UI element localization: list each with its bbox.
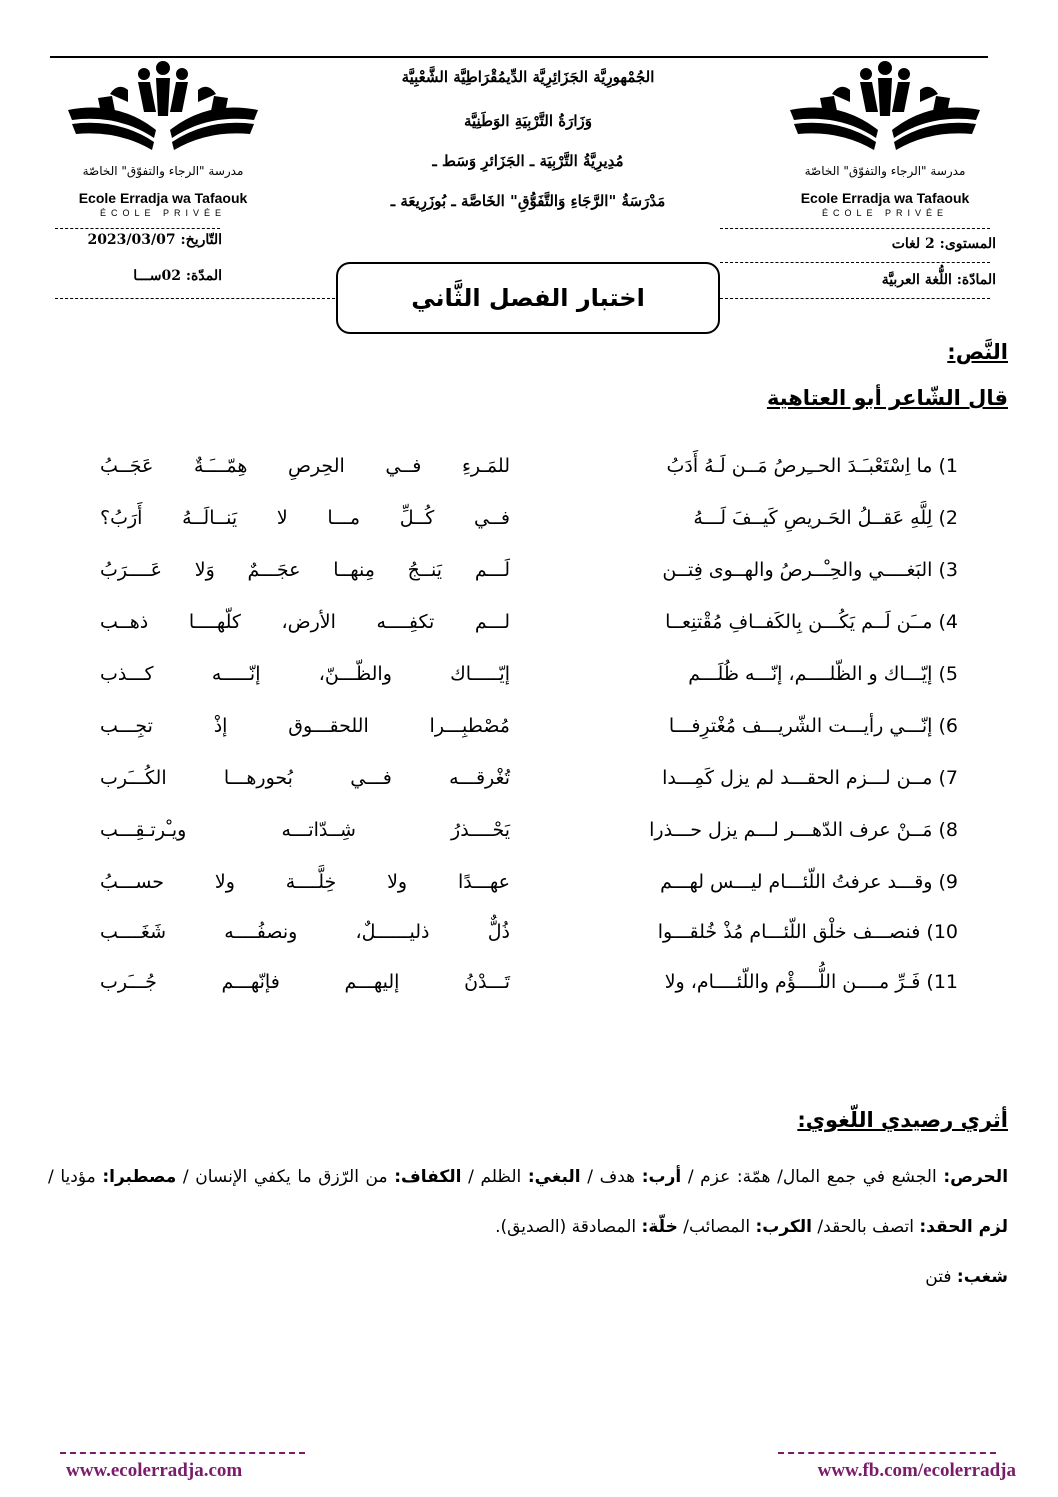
vocab-term: الحرص: <box>943 1167 1009 1187</box>
vocab-glossary <box>48 1152 1008 1302</box>
verse-second-hemistich: يَحْــــذرُ شِــدّاتـــه ويـْرتـقِـــب <box>100 819 510 841</box>
meta-divider-left-bottom <box>55 298 335 299</box>
logo-emblem-icon <box>780 60 990 164</box>
logo-arabic-name: مدرسة "الرجاء والتفوّق" الخاصّة <box>82 164 244 178</box>
exam-date: التّاريخ: 2023/03/07 <box>87 232 222 248</box>
header-ministry: وَزَارَةُ التَّرْبِيَةِ الوَطَنِيَّة <box>463 112 592 130</box>
vocab-definition: اتصف بالحقد/ <box>812 1217 920 1237</box>
verse-first-hemistich: 6) إنّـــي رأيـــت الشّريـــف مُغْترِفـــا <box>668 715 958 737</box>
top-rule <box>50 56 988 58</box>
header-republic: الجُمْهورِيَّة الجَزَائِرِيَّة الدِّيمُقْرَاطِيَّة الشَّعْبِيَّة <box>401 68 655 86</box>
meta-divider-right-mid <box>720 262 990 263</box>
vocab-term: أرب: <box>641 1167 682 1187</box>
footer-divider-left <box>60 1452 305 1454</box>
header-school: مَدْرَسَةُ "الرَّجَاءِ وَالتَّفَوُّقِ" الخَاصَّة ـ بُوزَرِيعَة ـ <box>390 192 666 210</box>
logo-latin-name: Ecole Erradja wa Tafaouk <box>78 190 248 206</box>
vocab-term: خلّة: <box>641 1217 678 1237</box>
vocab-definition: مؤديا / <box>48 1167 103 1187</box>
verse-second-hemistich: ذُلٌّ ذليــــــلٌ، ونصفُــــه شَغَــــب <box>100 921 510 943</box>
website-link[interactable]: www.ecolerradja.com <box>66 1460 243 1481</box>
school-logo-right <box>780 60 990 220</box>
vocab-term: الكفاف: <box>394 1167 462 1187</box>
logo-latin-name: Ecole Erradja wa Tafaouk <box>800 190 970 206</box>
text-heading: النَّص: <box>947 340 1008 364</box>
vocab-definition: المصادقة (الصديق). <box>495 1217 642 1237</box>
verse-first-hemistich: 9) وقـــد عرفتُ اللّئـــام ليـــس لهـــم <box>660 871 958 893</box>
verse-first-hemistich: 3) البَغــــي والحِـْــرصُ والهــوى فِتــن <box>662 559 958 581</box>
meta-divider-right-top <box>720 228 990 229</box>
vocab-definition: من الرّزق ما يكفي الإنسان / <box>176 1167 395 1187</box>
meta-divider-left-top <box>55 228 220 229</box>
verse-first-hemistich: 8) مَــنْ عرف الدّهـــر لـــم يزل حـــذرا <box>649 819 958 841</box>
verse-second-hemistich: تُغْرقـــه فـــي بُحورهـــا الكُـــَرب <box>100 767 510 789</box>
vocab-definition: الجشع في جمع المال/ همّة: عزم / <box>681 1167 944 1187</box>
logo-subtitle: ÉCOLE PRIVÉE <box>99 208 227 218</box>
vocab-term: البغي: <box>527 1167 581 1187</box>
vocab-definition: الظلم / <box>461 1167 528 1187</box>
vocab-definition: فتن <box>925 1267 957 1287</box>
meta-divider-right-bottom <box>720 298 990 299</box>
exam-duration: المدّة: 02ســـا <box>133 268 222 284</box>
vocab-definition: هدف / <box>580 1167 642 1187</box>
vocab-definition: المصائب/ <box>677 1217 756 1237</box>
exam-subject: المادّة: اللُّغة العربيَّة <box>881 272 996 288</box>
verse-second-hemistich: إيّـــــاك والظّـــنّ، إنّـــــه كـــذب <box>100 663 510 685</box>
verse-second-hemistich: عهـــدًا ولا خِلَّــــة ولا حســـبُ <box>100 871 510 893</box>
facebook-link[interactable]: www.fb.com/ecolerradja <box>817 1460 1016 1481</box>
vocab-term: الكرب: <box>755 1217 813 1237</box>
verse-first-hemistich: 1) ما اِسْتَعْبـَـدَ الحــِرصُ مَــن لَـهُ أَدَبُ <box>666 455 958 477</box>
logo-emblem-icon <box>58 60 268 164</box>
verse-second-hemistich: لَـــم يَنــجُ مِنهــا عجَـــمٌ وَلا عَــــرَبُ <box>100 559 510 581</box>
vocab-term: مصطبرا: <box>102 1167 177 1187</box>
verse-second-hemistich: فــي كُــلِّ مـــا لا يَنــالَــهُ أَرَبُ؟ <box>100 507 510 529</box>
verse-second-hemistich: تَـــدْنُ إليهـــم فإنّهـــم جُـــَرب <box>100 971 510 993</box>
footer-divider-right <box>778 1452 996 1454</box>
verse-first-hemistich: 5) إيّـــاك و الظّلــــم، إنّـــه ظُلَـــم <box>688 663 958 685</box>
poem-attribution: قال الشّاعر أبو العتاهية <box>766 386 1008 410</box>
school-logo-left <box>58 60 268 220</box>
verse-first-hemistich: 7) مــن لـــزم الحقـــد لم يزل كَمِـــدا <box>662 767 958 789</box>
logo-arabic-name: مدرسة "الرجاء والتفوّق" الخاصّة <box>804 164 966 178</box>
header-directorate: مُدِيرِيَّةُ التَّرْبِيَة ـ الجَزَائرِ وَسَط ـ <box>432 152 624 170</box>
vocab-term: شغب: <box>956 1267 1008 1287</box>
verse-first-hemistich: 11) فَـرِّ مــــن اللُّــــؤْم واللّئــــام، ولا <box>664 971 958 993</box>
exam-level: المستوى: 2 لغات <box>891 236 996 252</box>
vocab-term: لزم الحقد: <box>919 1217 1008 1237</box>
verse-first-hemistich: 2) لِلَّهِ عَقــلُ الحَـريصِ كَيــفَ لَـــهُ <box>693 507 958 529</box>
verse-first-hemistich: 4) مــَن لَــم يَكُـــن بِالكَفــافِ مُقْتنِعــا <box>665 611 958 633</box>
verse-second-hemistich: للمَـرءِ فــي الحِرصِ هِمّـــَـةٌ عَجَــبُ <box>100 455 510 477</box>
exam-title: اختبار الفصل الثَّاني <box>336 262 720 334</box>
verse-second-hemistich: مُصْطبِـــرا اللحقـــوق إذْ تجِـــب <box>100 715 510 737</box>
vocab-heading: أثري رصيدي اللّغوي: <box>797 1108 1008 1132</box>
logo-subtitle: ÉCOLE PRIVÉE <box>821 208 949 218</box>
verse-first-hemistich: 10) فنصـــف خلْق اللّئـــام مُذْ خُلقـــوا <box>657 921 958 943</box>
verse-second-hemistich: لـــم تكفِــــه الأرض، كلّهــــا ذهــب <box>100 611 510 633</box>
